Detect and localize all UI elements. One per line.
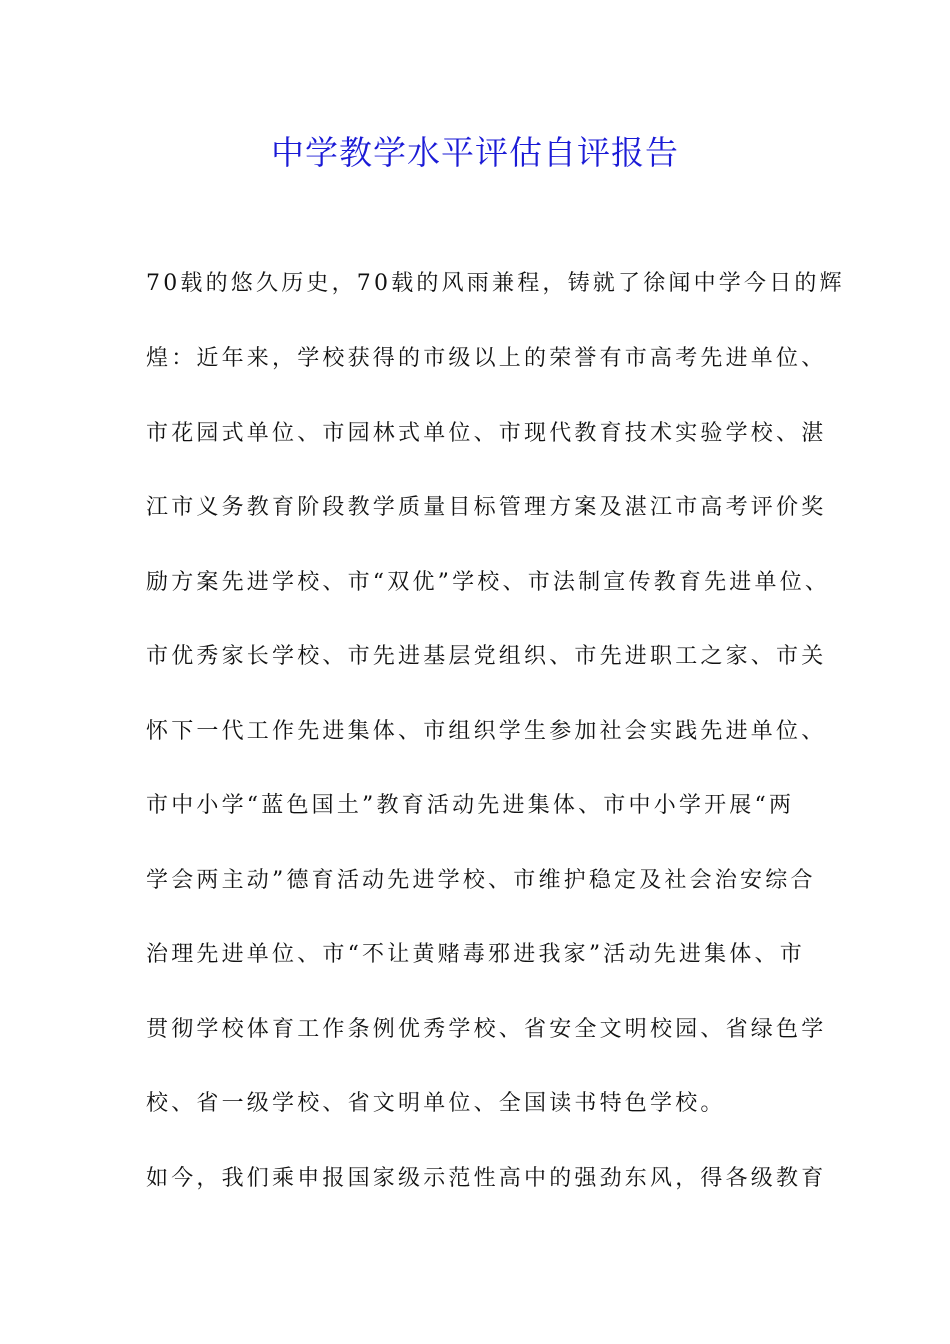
paragraph-line-8: 市中小学“蓝色国土”教育活动先进集体、市中小学开展“两 — [146, 793, 795, 818]
paragraph-line-10: 治理先进单位、市“不让黄赌毒邪进我家”活动先进集体、市 — [146, 942, 805, 967]
paragraph-line-3: 市花园式单位、市园林式单位、市现代教育技术实验学校、湛 — [146, 421, 827, 446]
paragraph-line-7: 怀下一代工作先进集体、市组织学生参加社会实践先进单位、 — [146, 719, 827, 744]
paragraph-line-9: 学会两主动”德育活动先进学校、市维护稳定及社会治安综合 — [146, 868, 816, 893]
paragraph-line-2: 煌：近年来，学校获得的市级以上的荣誉有市高考先进单位、 — [146, 346, 827, 371]
paragraph-line-1: 70载的悠久历史，70载的风雨兼程，铸就了徐闻中学今日的辉 — [146, 271, 845, 296]
paragraph-line-5: 励方案先进学校、市“双优”学校、市法制宣传教育先进单位、 — [146, 570, 831, 595]
document-title: 中学教学水平评估自评报告 — [271, 133, 679, 172]
paragraph-line-6: 市优秀家长学校、市先进基层党组织、市先进职工之家、市关 — [146, 644, 827, 669]
paragraph-line-13: 如今，我们乘申报国家级示范性高中的强劲东风，得各级教育 — [146, 1166, 827, 1191]
paragraph-line-12: 校、省一级学校、省文明单位、全国读书特色学校。 — [146, 1091, 726, 1116]
paragraph-line-4: 江市义务教育阶段教学质量目标管理方案及湛江市高考评价奖 — [146, 495, 827, 520]
paragraph-line-11: 贯彻学校体育工作条例优秀学校、省安全文明校园、省绿色学 — [146, 1017, 827, 1042]
